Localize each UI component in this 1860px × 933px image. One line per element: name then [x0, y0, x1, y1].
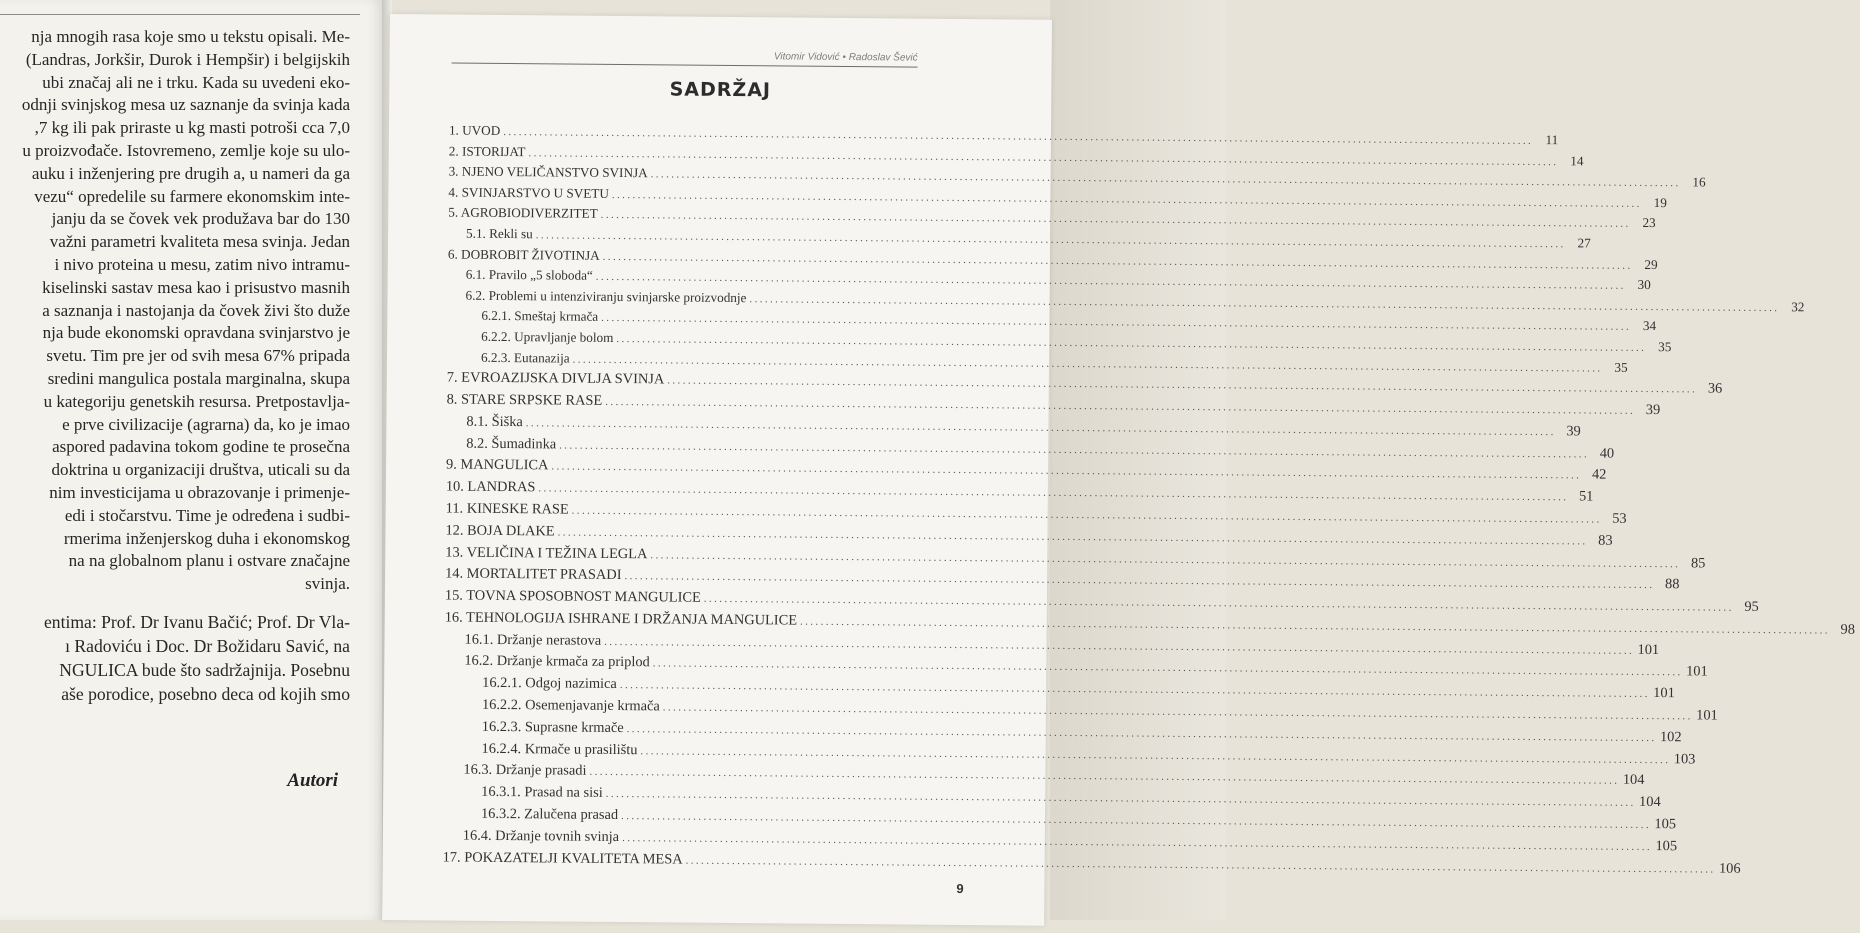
text-line: aše porodice, posebno deca od kojih smo [61, 683, 350, 704]
left-page [0, 0, 384, 920]
text-line: u kategoriju genetskih resursa. Pretpostavlja- [43, 391, 350, 411]
toc-entry-page: 103 [1673, 750, 1696, 768]
toc-entry-title: 9. MANGULICA [445, 456, 549, 474]
toc-entry-title: 17. POKAZATELJI KVALITETA MESA [442, 849, 683, 868]
toc-leader-dots: ........................................................................................................................................................................................................ [535, 229, 1566, 251]
toc-entry-page: 85 [1690, 554, 1706, 571]
text-line: a saznanja i nastojanja da čovek živi što duže [42, 300, 350, 320]
toc-entry-title: 15. TOVNA SPOSOBNOST MANGULICE [444, 587, 701, 606]
text-line: nja bude ekonomski opravdana svinjarstvo je [42, 323, 350, 343]
toc-entry-page: 106 [1718, 860, 1741, 877]
text-line: na na globalnom planu i ostvare značajne [68, 551, 350, 571]
toc-title: SADRŽAJ [669, 78, 772, 102]
toc-leader-dots: ........................................................................................................................................................................................................ [619, 679, 1650, 701]
toc-entry-title: 11. KINESKE RASE [445, 500, 569, 518]
toc-entry-page: 32 [1791, 298, 1805, 315]
toc-leader-dots: ........................................................................................................................................................................................................ [525, 416, 1556, 438]
page-number: 9 [956, 880, 964, 897]
toc-entry-page: 27 [1577, 235, 1591, 251]
toc-entry-page: 101 [1686, 663, 1708, 681]
toc-entry-page: 102 [1659, 728, 1682, 746]
toc-entry-title: 16.3.2. Zalučena prasad [480, 805, 619, 824]
toc-leader-dots: ........................................................................................................................................................................................................ [621, 810, 1652, 832]
toc-leader-dots: ........................................................................................................................................................................................................ [604, 635, 1635, 657]
toc-leader-dots: ........................................................................................................................................................................................................ [650, 168, 1681, 190]
paragraph-gap [0, 596, 350, 610]
toc-entry-page: 101 [1696, 707, 1718, 724]
toc-leader-dots: ........................................................................................................................................................................................................ [551, 460, 1582, 482]
text-line: ı Radoviću i Doc. Dr Božidaru Savić, na [65, 635, 350, 656]
text-line: u proizvođače. Istovremeno, zemlje koje su ulo- [22, 140, 350, 160]
toc-leader-dots: ........................................................................................................................................................................................................ [685, 854, 1716, 876]
toc-entry-page: 34 [1642, 318, 1657, 334]
toc-leader-dots: ........................................................................................................................................................................................................ [611, 188, 1642, 210]
toc-entry-title: 16.1. Držanje nerastova [464, 631, 602, 649]
right-page [382, 14, 1856, 926]
toc-entry-page: 51 [1578, 488, 1594, 505]
toc-leader-dots: ........................................................................................................................................................................................................ [559, 439, 1590, 460]
toc-leader-dots: ........................................................................................................................................................................................................ [605, 788, 1636, 810]
toc-entry-page: 101 [1653, 685, 1675, 702]
text-line: važni parametri kvaliteta mesa svinja. Jedan [49, 232, 350, 252]
toc-entry-page: 95 [1744, 598, 1759, 616]
text-line: janju da se čovek vek produžava bar do 130 [51, 209, 350, 229]
toc-entry-page: 83 [1598, 532, 1613, 549]
table-of-contents [442, 122, 1856, 877]
toc-leader-dots: ........................................................................................................................................................................................................ [600, 209, 1631, 231]
toc-entry-title: 12. BOJA DLAKE [445, 522, 555, 540]
toc-entry-page: 104 [1639, 794, 1661, 811]
toc-entry-title: 5. AGROBIODIVERZITET [448, 204, 598, 222]
toc-entry-title: 16.2.4. Krmače u prasilištu [481, 740, 638, 758]
toc-leader-dots: ........................................................................................................................................................................................................ [652, 657, 1683, 679]
toc-entry-page: 11 [1545, 132, 1559, 148]
text-line: svetu. Tim pre jer od svih mesa 67% pripada [46, 346, 350, 366]
toc-entry-page: 35 [1658, 339, 1672, 355]
toc-leader-dots: ........................................................................................................................................................................................................ [616, 332, 1647, 354]
toc-leader-dots: ........................................................................................................................................................................................................ [703, 592, 1734, 614]
text-line: (Landras, Jorkšir, Durok i Hempšir) i belgijskih [25, 49, 350, 69]
toc-entry-page: 36 [1707, 380, 1723, 397]
toc-entry-title: 16.2.2. Osemenjavanje krmača [481, 696, 660, 715]
toc-leader-dots: ........................................................................................................................................................................................................ [601, 312, 1632, 334]
text-line: i nivo proteina u mesu, zatim nivo intramu- [54, 254, 350, 274]
toc-entry-page: 104 [1622, 772, 1645, 789]
left-page-text [0, 26, 350, 706]
toc-leader-dots: ........................................................................................................................................................................................................ [799, 615, 1831, 637]
running-head: Vitomir Vidović • Radoslav Šević [452, 49, 918, 68]
toc-entry-page: 105 [1654, 816, 1677, 833]
toc-entry-title: 10. LANDRAS [445, 478, 536, 496]
text-line: NGULICA bude što sadržajnija. Posebnu [59, 659, 350, 680]
text-line: auku i inženjering pre drugih a, u nameri da ga [31, 163, 350, 183]
toc-entry-title: 7. EVROAZIJSKA DIVLJA SVINJA [446, 369, 665, 388]
toc-entry-title: 16. TEHNOLOGIJA ISHRANE I DRŽANJA MANGULICE [444, 609, 798, 629]
toc-entry-page: 35 [1614, 359, 1628, 375]
toc-leader-dots: ........................................................................................................................................................................................................ [626, 722, 1657, 744]
toc-entry-page: 53 [1612, 510, 1627, 527]
toc-leader-dots: ........................................................................................................................................................................................................ [650, 548, 1681, 570]
toc-leader-dots: ........................................................................................................................................................................................................ [528, 146, 1559, 168]
toc-entry-page: 40 [1599, 445, 1615, 462]
toc-entry-title: 16.2. Držanje krmača za priplod [464, 653, 650, 671]
text-line: e prve civilizacije (agrarna) da, ko je imao [62, 414, 350, 434]
toc-entry-title: 1. UVOD [448, 122, 501, 138]
toc-leader-dots: ........................................................................................................................................................................................................ [640, 744, 1671, 766]
text-line: nim investicijama u obrazovanje i primenje- [49, 482, 350, 502]
toc-entry-page: 14 [1570, 152, 1584, 169]
acknowledgement-paragraph [0, 610, 350, 706]
text-line: ,7 kg ili pak priraste u kg masti potroši cca 7,0 [34, 118, 350, 138]
toc-entry-page: 105 [1655, 837, 1678, 855]
toc-leader-dots: ........................................................................................................................................................................................................ [557, 526, 1588, 548]
toc-entry-title: 8.2. Šumadinka [466, 435, 557, 452]
text-line: odnji svinjskog mesa uz saznanje da svinja kada [21, 95, 350, 115]
toc-entry-title: 6.2.2. Upravljanje bolom [481, 328, 614, 345]
toc-leader-dots: ........................................................................................................................................................................................................ [571, 504, 1602, 526]
toc-leader-dots: ........................................................................................................................................................................................................ [538, 482, 1569, 504]
toc-entry-title: 16.3. Držanje prasadi [463, 762, 587, 780]
left-page-rule [0, 14, 360, 15]
toc-entry-page: 88 [1665, 576, 1680, 593]
toc-entry-title: 4. SVINJARSTVO U SVETU [448, 184, 609, 201]
toc-entry-title: 13. VELIČINA I TEŽINA LEGLA [445, 544, 648, 562]
toc-entry-page: 39 [1645, 401, 1661, 419]
toc-entry-title: 8. STARE SRPSKE RASE [446, 391, 603, 409]
toc-entry-title: 16.2.1. Odgoj nazimica [482, 675, 617, 693]
toc-leader-dots: ........................................................................................................................................................................................................ [605, 395, 1636, 417]
toc-leader-dots: ........................................................................................................................................................................................................ [667, 374, 1698, 396]
text-line: nja mnogih rasa koje smo u tekstu opisali. Me- [31, 27, 350, 46]
toc-leader-dots: ........................................................................................................................................................................................................ [749, 292, 1780, 314]
text-line: edi i stočarstvu. Time je određena i sudbi- [64, 505, 350, 525]
toc-entry-page: 98 [1840, 621, 1856, 638]
text-line: vezu“ opredelile su farmere ekonomskim inte- [34, 186, 350, 206]
toc-entry-page: 101 [1637, 641, 1660, 658]
toc-entry-title: 6.2.1. Smeštaj krmača [481, 308, 599, 325]
toc-entry-title: 5.1. Rekli su [466, 225, 533, 242]
text-line: kiselinski sastav mesa kao i prisustvo masnih [42, 277, 350, 297]
toc-entry-page: 23 [1642, 215, 1656, 231]
toc-entry-title: 3. NJENO VELIČANSTVO SVINJA [448, 163, 648, 181]
toc-entry-title: 6. DOBROBIT ŽIVOTINJA [447, 246, 600, 263]
toc-entry-title: 16.3.1. Prasad na sisi [481, 784, 603, 802]
toc-entry-title: 14. MORTALITET PRASADI [445, 565, 622, 584]
text-line: aspored padavina tokom godine te prosečna [52, 437, 350, 457]
toc-entry-title: 6.2.3. Eutanazija [480, 349, 570, 366]
toc-entry-title: 16.2.3. Suprasne krmače [481, 718, 624, 736]
authors-signature: Autori [287, 770, 338, 791]
text-line: doktrina u organizaciji društva, uticali su da [51, 460, 350, 480]
toc-entry [442, 849, 1741, 877]
toc-entry-page: 42 [1591, 466, 1607, 483]
toc-leader-dots: ........................................................................................................................................................................................................ [624, 570, 1655, 592]
toc-entry-page: 29 [1644, 256, 1658, 272]
toc-leader-dots: ........................................................................................................................................................................................................ [503, 125, 1534, 147]
toc-entry-title: 2. ISTORIJAT [448, 143, 526, 159]
toc-leader-dots: ........................................................................................................................................................................................................ [572, 353, 1603, 375]
toc-entry-page: 30 [1637, 277, 1651, 293]
toc-entry-title: 6.1. Pravilo „5 sloboda“ [465, 266, 593, 283]
left-page-paragraph [0, 26, 350, 596]
toc-leader-dots: ........................................................................................................................................................................................................ [595, 270, 1626, 292]
text-line: ubi značaj ali ne i trku. Kada su uvedeni eko- [42, 72, 350, 92]
toc-leader-dots: ........................................................................................................................................................................................................ [662, 701, 1693, 723]
text-line: sredini mangulica postala marginalna, skupa [47, 368, 350, 388]
toc-leader-dots: ........................................................................................................................................................................................................ [622, 831, 1653, 853]
toc-leader-dots: ........................................................................................................................................................................................................ [602, 250, 1633, 272]
text-line: rmerima inženjerskog duha i ekonomskog [63, 528, 350, 548]
toc-entry-title: 6.2. Problemi u intenziviranju svinjarske proizvodnje [465, 287, 747, 305]
toc-leader-dots: ........................................................................................................................................................................................................ [589, 766, 1620, 788]
toc-entry-page: 16 [1692, 174, 1706, 190]
toc-entry-page: 39 [1566, 423, 1581, 440]
toc-entry-title: 8.1. Šiška [466, 413, 523, 430]
text-line: entima: Prof. Dr Ivanu Bačić; Prof. Dr Vla- [43, 611, 350, 632]
text-line: svinja. [305, 574, 350, 594]
toc-entry-page: 19 [1653, 194, 1667, 210]
toc-entry-title: 16.4. Držanje tovnih svinja [462, 827, 620, 845]
